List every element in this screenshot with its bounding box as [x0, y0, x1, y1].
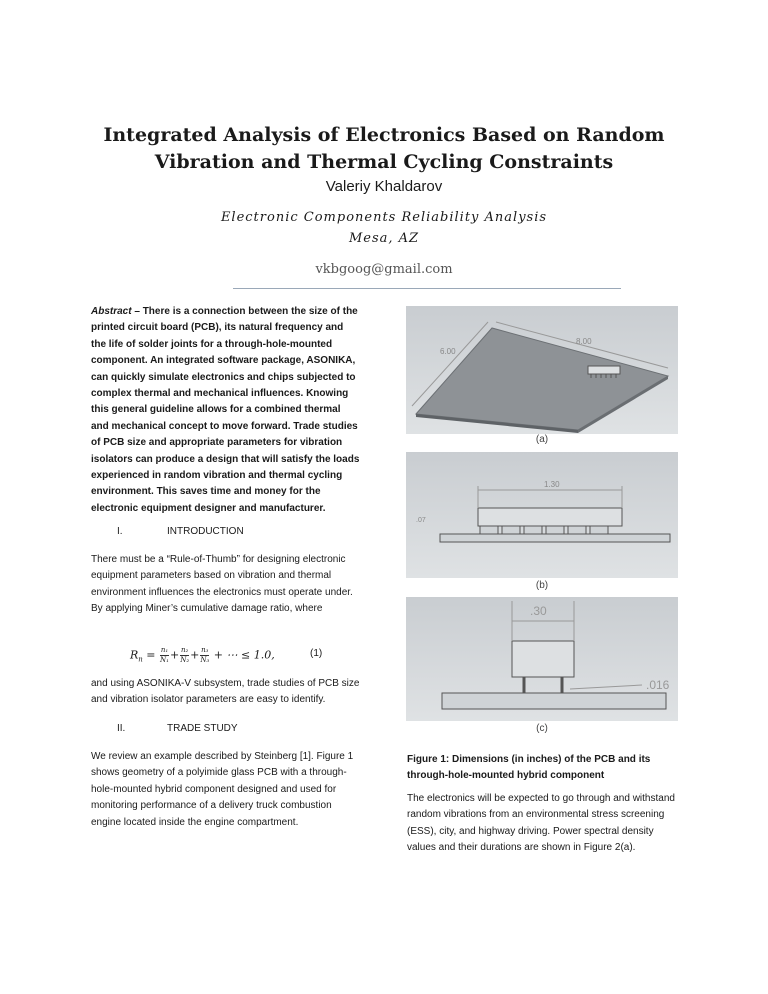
affiliation-line-1: Electronic Components Reliability Analysis	[220, 210, 548, 225]
abstract-label: Abstract	[91, 306, 132, 317]
dimension-standoff: .07	[416, 517, 426, 524]
affiliation-line-2: Mesa, AZ	[348, 231, 420, 246]
author-name: Valeriy Khaldarov	[325, 178, 443, 195]
section-heading-introduction	[91, 524, 361, 540]
pcb-side-view-drawing	[406, 452, 678, 578]
figure-1c-label: (c)	[536, 723, 548, 734]
figure-1c	[406, 597, 678, 721]
eq-lhs-sub: n	[138, 655, 143, 664]
figure-1b-label: (b)	[535, 580, 549, 591]
section-number: II.	[117, 723, 126, 734]
header-divider	[233, 288, 621, 289]
eq-tail: + ⋯ ≤ 1.0,	[213, 648, 275, 662]
figure-1-caption: Figure 1: Dimensions (in inches) of the PCB and its through-hole-mounted hybrid component	[407, 754, 651, 782]
dimension-lead-diameter: .016	[646, 678, 670, 692]
right-column-paragraph: The electronics will be expected to go through and withstand random vibrations from an environmental stress screening (ESS), city, and highway driving. Power spectral density values and their durations are shown in Figure 2(a).	[407, 793, 675, 854]
figure-1b	[406, 452, 678, 578]
author-email[interactable]: vkbgoog@gmail.com	[315, 262, 453, 277]
eq-frac-1: $\frac{\text{n₁}}{\text{N₁}}$	[160, 646, 169, 664]
section-title: INTRODUCTION	[167, 526, 244, 537]
figure-1a-label: (a)	[535, 434, 549, 445]
figure-1a	[406, 306, 678, 434]
dimension-length: 8.00	[576, 337, 592, 346]
after-equation-paragraph: and using ASONIKA-V subsystem, trade studies of PCB size and vibration isolator parameters are easy to identify.	[91, 678, 360, 706]
dimension-component-width: .30	[530, 604, 547, 618]
section-number: I.	[117, 526, 123, 537]
dimension-width: 6.00	[440, 347, 456, 356]
equation-1: $R_n$ = $\frac{\text{n₁}}{\text{N₁}}$ + $\frac{\text{n₂}}{\text{N₂}}$ + $\frac{\text{n₃}}{\text{N₃}}$ + ⋯ ≤ 1.0, (1)	[130, 646, 323, 664]
eq-frac-3: $\frac{\text{n₃}}{\text{N₃}}$	[200, 646, 210, 664]
intro-paragraph: There must be a “Rule-of-Thumb” for designing electronic equipment parameters based on vibration and thermal environment influences the electronics must operate under. By applying Miner’s cumulative damage ratio, where	[91, 554, 353, 615]
pcb-isometric-drawing	[406, 306, 678, 434]
abstract-text: – There is a connection between the size of the printed circuit board (PCB), its natural frequency and the life of solder joints for a through-hole-mounted component. An integrated software package, ASONIKA, can quickly simulate electronics and chips subjected to complex thermal and mechanical influences. Knowing this general guideline allows for a combined thermal and mechanical concept to move forward. Trade studies of PCB size and appropriate parameters for vibration isolators can produce a design that will satisfy the loads experienced in random vibration and thermal cycling environment. This saves time and money for the electronic equipment designer and manufacturer.	[91, 306, 360, 514]
paper-title: Integrated Analysis of Electronics Based on Random Vibration and Thermal Cycling Constraints	[103, 124, 665, 173]
abstract	[91, 304, 361, 517]
eq-lhs: R	[130, 648, 139, 662]
eq-frac-2: $\frac{\text{n₂}}{\text{N₂}}$	[180, 646, 190, 664]
dimension-component-length: 1.30	[544, 480, 560, 489]
section-heading-trade-study	[91, 721, 361, 737]
component-detail-drawing	[406, 597, 678, 721]
trade-study-paragraph: We review an example described by Steinberg [1]. Figure 1 shows geometry of a polyimide glass PCB with a through-hole-mounted hybrid component designed and used for monitoring performance of a delivery truck combustion engine located inside the engine compartment.	[91, 751, 354, 828]
section-title: TRADE STUDY	[167, 723, 238, 734]
equation-number: (1)	[310, 648, 323, 659]
